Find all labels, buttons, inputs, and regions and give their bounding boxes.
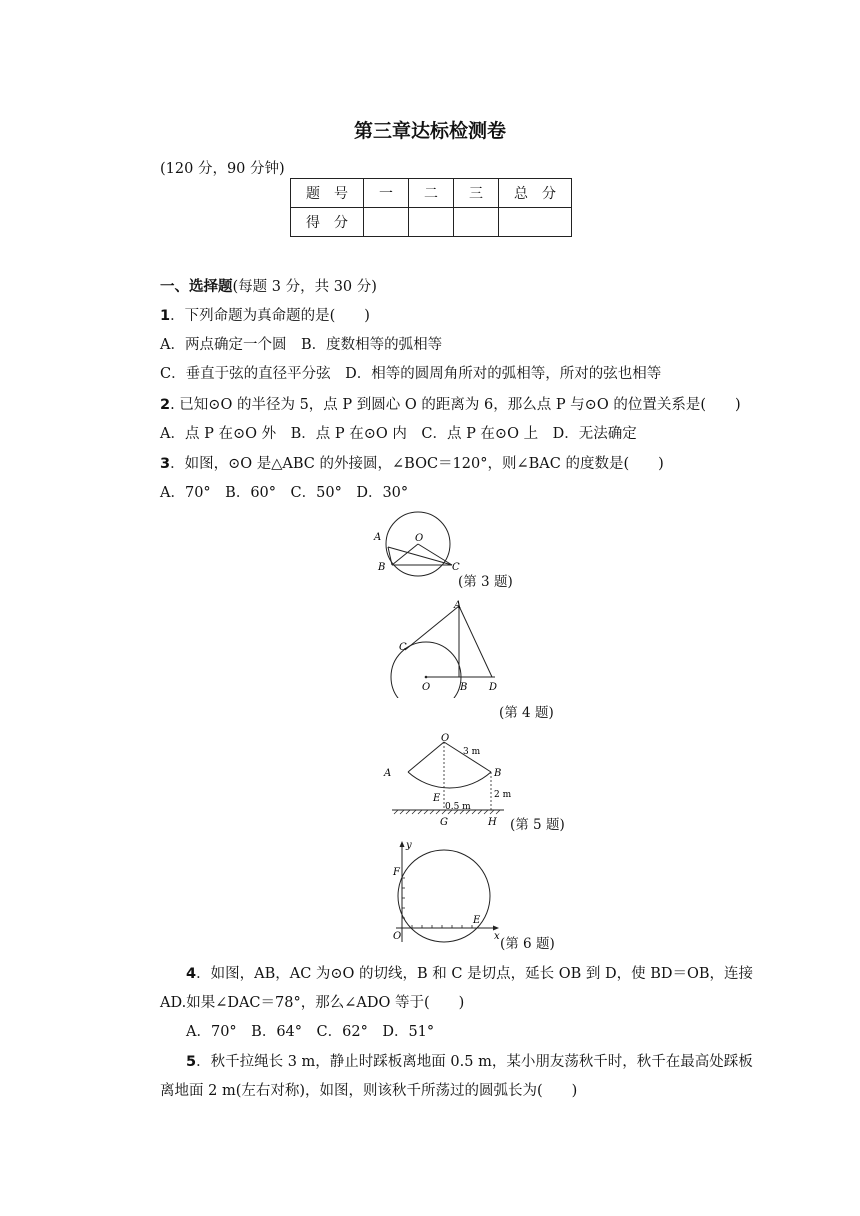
exam-info: (120 分，90 分钟)	[160, 161, 285, 177]
figure-5-caption: (第 5 题)	[510, 817, 565, 833]
section-note: (每题 3 分，共 30 分)	[232, 279, 377, 295]
fig6-label-y: y	[406, 840, 412, 851]
score-table-row-label: 得 分	[291, 208, 364, 237]
section-heading	[160, 275, 377, 296]
question-stem: ．下列命题为真命题的是( )	[170, 308, 370, 324]
figure-6-caption: (第 6 题)	[500, 936, 555, 952]
score-cell	[454, 208, 499, 237]
fig4-label-b: B	[460, 682, 468, 693]
question-2	[160, 393, 741, 414]
fig3-label-b: B	[378, 562, 386, 573]
fig3-label-o: O	[415, 533, 424, 544]
question-stem: ．秋千拉绳长 3 m，静止时踩板离地面 0.5 m，某小朋友荡秋千时，秋千在最高处踩板	[196, 1054, 753, 1070]
figure-5	[378, 732, 518, 832]
question-number: 5	[186, 1054, 197, 1070]
question-3	[160, 452, 664, 473]
page-title: 第三章达标检测卷	[353, 120, 506, 142]
score-table	[290, 178, 572, 237]
question-stem: . 已知⊙O 的半径为 5，点 P 到圆心 O 的距离为 6，那么点 P 与⊙O 的位置关系是( )	[170, 397, 741, 413]
question-2-options: A．点 P 在⊙O 外 B．点 P 在⊙O 内 C．点 P 在⊙O 上 D．无法确定	[160, 426, 637, 442]
fig6-label-e: E	[473, 915, 481, 926]
score-cell	[409, 208, 454, 237]
question-5-stem-cont: 离地面 2 m(左右对称)，如图，则该秋千所荡过的圆弧长为( )	[160, 1083, 578, 1099]
question-stem: ．如图，⊙O 是△ABC 的外接圆，∠BOC＝120°，则∠BAC 的度数是( )	[170, 456, 664, 472]
figure-6	[390, 838, 502, 948]
question-4-options: A．70° B．64° C．62° D．51°	[186, 1024, 435, 1040]
fig5-label-a: A	[384, 768, 392, 779]
fig4-label-a: A	[454, 600, 462, 611]
fig5-label-b: B	[494, 768, 502, 779]
score-table-header-cell: 一	[364, 179, 409, 208]
fig5-label-g: G	[440, 817, 448, 828]
fig4-label-c: C	[399, 642, 407, 653]
question-5	[186, 1050, 753, 1071]
fig5-label-h: H	[488, 817, 497, 828]
fig6-label-f: F	[393, 867, 400, 878]
score-table-header-cell: 三	[454, 179, 499, 208]
fig6-label-o: O	[393, 931, 402, 942]
score-table-header-cell: 二	[409, 179, 454, 208]
fig5-label-rope-length: 3 m	[463, 747, 481, 757]
score-table-header-row	[291, 179, 572, 208]
section-heading-label: 一、选择题	[160, 279, 233, 295]
fig4-label-d: D	[489, 682, 498, 693]
question-number: 1	[160, 308, 171, 324]
fig5-label-height-2m: 2 m	[494, 790, 512, 800]
question-number: 4	[186, 966, 197, 982]
question-number: 3	[160, 456, 171, 472]
question-3-options: A．70° B．60° C．50° D．30°	[160, 485, 409, 501]
question-4	[186, 962, 753, 983]
figure-4-caption: (第 4 题)	[499, 705, 554, 721]
fig4-label-o: O	[422, 682, 431, 693]
question-1	[160, 304, 370, 325]
figure-3-caption: (第 3 题)	[458, 574, 513, 590]
fig3-label-a: A	[374, 532, 382, 543]
question-stem: ．如图，AB，AC 为⊙O 的切线，B 和 C 是切点，延长 OB 到 D，使 BD＝OB，连接	[196, 966, 754, 982]
figure-4	[390, 598, 502, 698]
fig3-label-c: C	[452, 562, 460, 573]
score-table-score-row	[291, 208, 572, 237]
score-table-header-cell: 总 分	[499, 179, 572, 208]
fig6-label-x: x	[494, 931, 500, 942]
question-4-stem-cont: AD.如果∠DAC＝78°，那么∠ADO 等于( )	[160, 995, 465, 1011]
score-table-header-cell: 题 号	[291, 179, 364, 208]
fig5-label-e: E	[433, 793, 441, 804]
score-cell	[364, 208, 409, 237]
question-number: 2	[160, 397, 171, 413]
question-1-options-c-d: C．垂直于弦的直径平分弦 D．相等的圆周角所对的弧相等，所对的弦也相等	[160, 366, 662, 382]
question-1-options-a-b: A．两点确定一个圆 B．度数相等的弧相等	[160, 337, 443, 353]
score-cell	[499, 208, 572, 237]
figure-3	[368, 510, 468, 580]
fig5-label-o: O	[441, 733, 450, 744]
fig5-label-height-05m: 0.5 m	[445, 802, 471, 812]
